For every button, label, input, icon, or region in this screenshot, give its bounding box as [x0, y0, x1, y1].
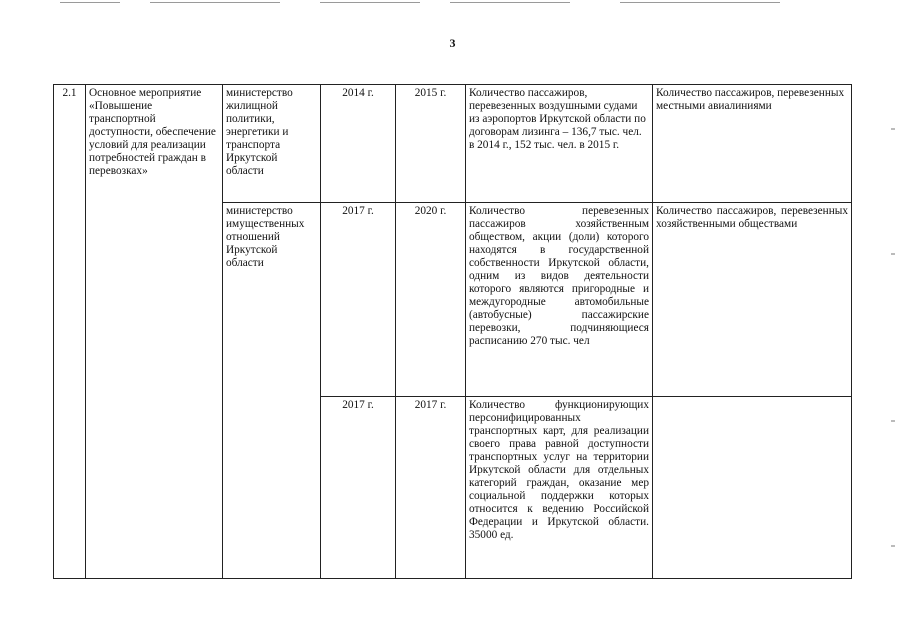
indicator-text: Количество функционирующих персонифицированных транспортных карт, для реализации своего права равной доступности транспортных услуг на территории Иркутской области для отдельных категорий граждан, оказание мер социальной поддержки которых относится к ведению Российской Федерации и Иркутской области. 35000 ед.: [469, 399, 649, 541]
result-text: Количество пассажиров, перевезенных местными авиалиниями: [656, 87, 845, 112]
row-number: 2.1: [54, 85, 86, 579]
executor-cell: [223, 203, 321, 579]
result-cell: [653, 85, 852, 203]
executor-text: министерство имущественных отношений Иркутской области: [226, 205, 305, 269]
start-year: 2017 г.: [321, 203, 396, 397]
start-year: 2017 г.: [321, 397, 396, 579]
executor-text: министерство жилищной политики, энергетики и транспорта Иркутской области: [226, 87, 293, 177]
activity-table: [53, 84, 852, 579]
scan-artifact: [891, 253, 895, 255]
scan-artifact: [620, 2, 780, 3]
start-year: 2014 г.: [321, 85, 396, 203]
scan-artifact: [60, 2, 120, 3]
result-text: Количество пассажиров, перевезенных хозяйственными обществами: [656, 205, 848, 230]
executor-cell: [223, 85, 321, 203]
result-cell: [653, 203, 852, 397]
end-year: 2017 г.: [396, 397, 466, 579]
activity-name: [86, 85, 223, 579]
indicator-text: Количество перевезенных пассажиров хозяйственным обществом, акции (доли) которого находятся в государственной собственности Иркутской области, одним из видов деятельности которого являются пригородные и междугородные автомобильные (автобусные) пассажирские перевозки, подчиняющиеся расписанию 270 тыс. чел: [469, 205, 649, 347]
scan-artifact: [891, 420, 895, 422]
page-number: 3: [449, 36, 456, 50]
scan-artifact: [150, 2, 280, 3]
scan-artifact: [891, 545, 895, 547]
result-cell: [653, 397, 852, 579]
scan-artifact: [891, 128, 895, 130]
indicator-cell: [466, 397, 653, 579]
indicator-cell: [466, 203, 653, 397]
activity-text: Основное мероприятие «Повышение транспортной доступности, обеспечение условий для реализации потребностей граждан в перевозках»: [89, 87, 216, 177]
indicator-text: Количество пассажиров, перевезенных воздушными судами из аэропортов Иркутской области по договорам лизинга – 136,7 тыс. чел. в 2014 г., 152 тыс. чел. в 2015 г.: [469, 87, 646, 151]
scan-artifact: [320, 2, 420, 3]
indicator-cell: [466, 85, 653, 203]
end-year: 2015 г.: [396, 85, 466, 203]
table-row: [54, 85, 852, 203]
end-year: 2020 г.: [396, 203, 466, 397]
scan-artifact: [450, 2, 570, 3]
